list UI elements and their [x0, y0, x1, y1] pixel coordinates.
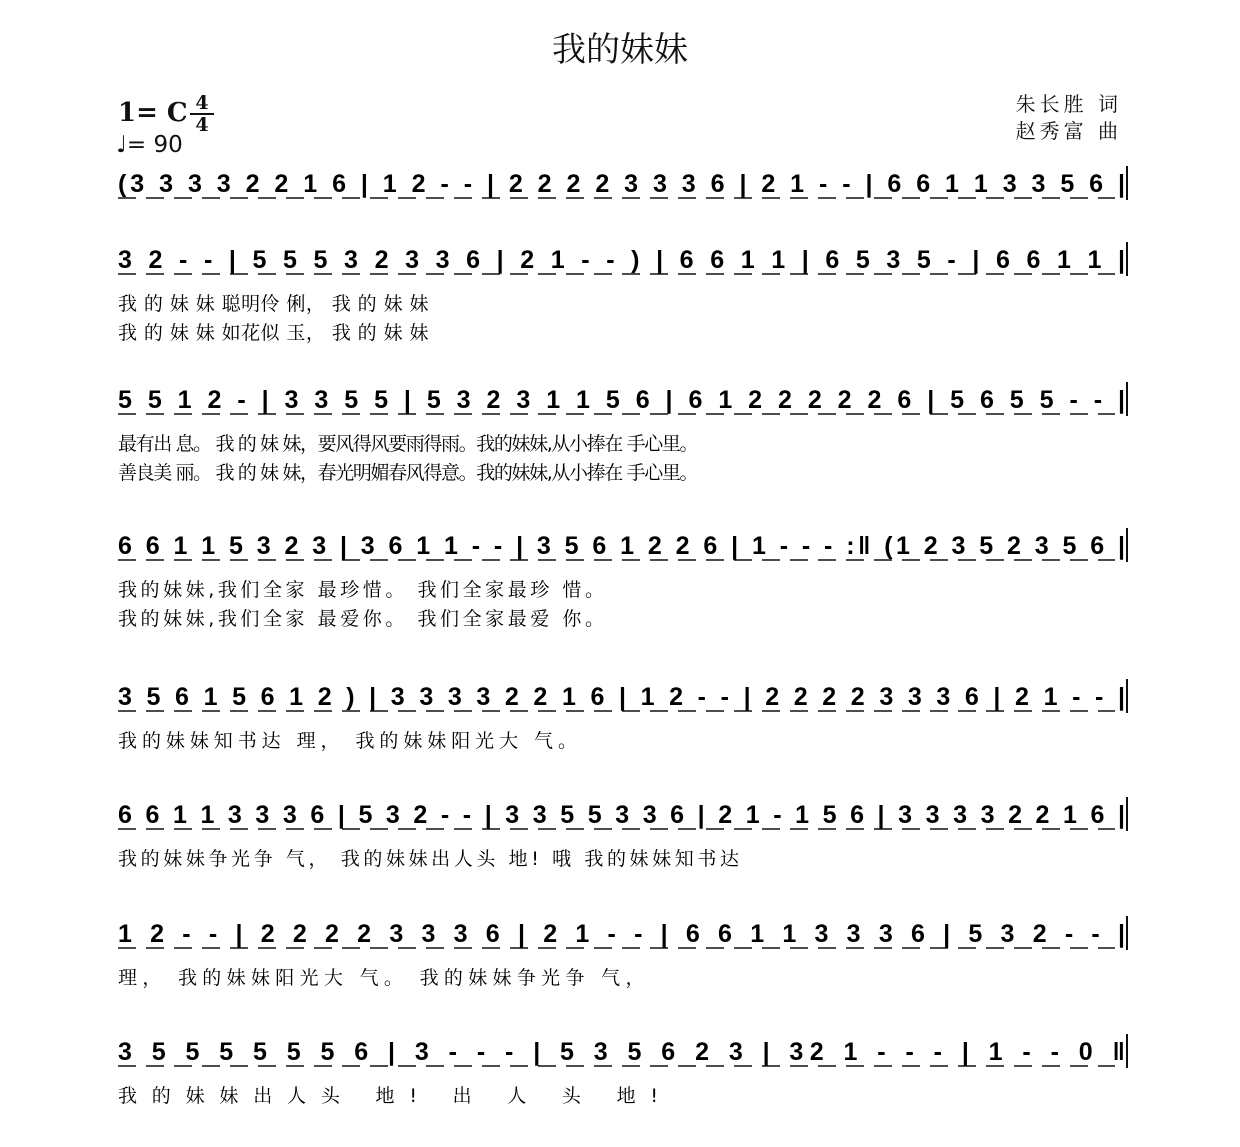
- tempo-value: = 90: [126, 132, 183, 158]
- lyric-line: 我的妹妹,我们全家 最珍惜。 我们全家最珍 惜。: [118, 579, 604, 601]
- time-signature-top: 4: [195, 92, 209, 114]
- score-system-6: [118, 797, 1127, 870]
- time-signature-bottom: 4: [195, 114, 209, 136]
- song-title: 我的妹妹: [552, 30, 688, 70]
- score-system-8: [118, 1034, 1127, 1107]
- score-system-2: [118, 242, 1127, 344]
- notation-line: 5 5 1 2 - | 3 3 5 5 | 5 3 2 3 1 1 5 6 | 6 1 2 2 2 2 2 6 | 5 6 5 5 - - |: [118, 386, 1126, 414]
- composer-credit: 赵秀富 曲: [1015, 119, 1122, 143]
- lyric-line: 善良美 丽。 我 的 妹 妹，春光明媚春风得意。我的妹妹,从小捧在 手心里。: [118, 462, 699, 484]
- lyric-line: 我的妹妹知书达 理， 我的妹妹阳光大 气。: [118, 730, 577, 752]
- lyric-line: 我 的 妹 妹 如花似 玉， 我 的 妹 妹: [118, 322, 429, 344]
- lyric-line: 理， 我的妹妹阳光大 气。 我的妹妹争光争 气，: [118, 967, 645, 989]
- score-system-5: [118, 679, 1127, 752]
- lyric-line: 我的妹妹争光争 气， 我的妹妹出人头 地! 哦 我的妹妹知书达: [118, 848, 739, 870]
- lyric-line: 最有出 息。 我 的 妹 妹，要风得风要雨得雨。我的妹妹,从小捧在 手心里。: [118, 433, 699, 455]
- lyric-line: 我的妹妹出人头 地! 出 人 头 地!: [118, 1085, 658, 1107]
- notation-line: 1 2 - - | 2 2 2 2 3 3 3 6 | 2 1 - - | 6 6 1 1 3 3 3 6 | 5 3 2 - - |: [118, 920, 1125, 948]
- score-system-7: [118, 916, 1127, 989]
- quarter-note-icon: ♩: [116, 132, 127, 158]
- notation-line: 3 5 5 5 5 5 5 6 | 3 - - - | 5 3 5 6 2 3 | 32 1 - - - | 1 - - 0 ‖: [118, 1038, 1126, 1066]
- notation-line: 6 6 1 1 3 3 3 6 | 5 3 2 - - | 3 3 5 5 3 3 6 | 2 1 - 1 5 6 | 3 3 3 3 2 2 1 6 |: [118, 801, 1126, 829]
- notation-line: 3 5 6 1 5 6 1 2 ) | 3 3 3 3 2 2 1 6 | 1 2 - - | 2 2 2 2 3 3 3 6 | 2 1 - - |: [118, 683, 1125, 711]
- score-system-4: [118, 528, 1127, 630]
- score-system-3: [118, 382, 1127, 484]
- score-system-1: [118, 166, 1127, 200]
- notation-line: 6 6 1 1 5 3 2 3 | 3 6 1 1 - - | 3 5 6 1 2 2 6 | 1 - - - :‖ (1 2 3 5 2 3 5 6 |: [118, 532, 1126, 560]
- lyric-line: 我 的 妹 妹 聪明伶 俐， 我 的 妹 妹: [118, 293, 429, 315]
- notation-line: (3 3 3 3 2 2 1 6 | 1 2 - - | 2 2 2 2 3 3 3 6 | 2 1 - - | 6 6 1 1 3 3 5 6 |: [118, 170, 1126, 198]
- notation-line: 3 2 - - | 5 5 5 3 2 3 3 6 | 2 1 - - ) | 6 6 1 1 | 6 5 3 5 - | 6 6 1 1 |: [118, 246, 1125, 274]
- lyric-line: 我的妹妹,我们全家 最爱你。 我们全家最爱 你。: [118, 608, 604, 630]
- key-signature: 1= C: [118, 98, 188, 128]
- lyricist-credit: 朱长胜 词: [1015, 92, 1122, 116]
